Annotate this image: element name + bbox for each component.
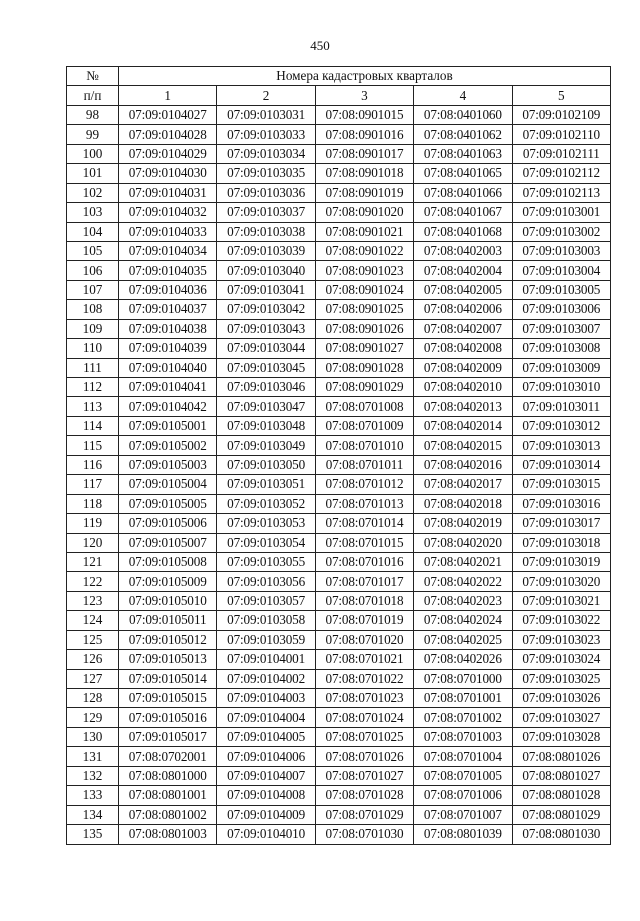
- table-row: [67, 766, 611, 785]
- cadastral-number-cell: 07:09:0105017: [119, 727, 217, 746]
- table-row: [67, 708, 611, 727]
- cadastral-number-cell: 07:08:0701011: [315, 455, 413, 474]
- table-row: [67, 280, 611, 299]
- cadastral-number-cell: 07:08:0801003: [119, 825, 217, 844]
- row-number-cell: 98: [67, 105, 119, 124]
- row-number-cell: 99: [67, 125, 119, 144]
- cadastral-number-cell: 07:09:0103016: [512, 494, 610, 513]
- table-row: [67, 203, 611, 222]
- table-row: [67, 611, 611, 630]
- header-row-top: [67, 67, 611, 86]
- cadastral-number-cell: 07:08:0901028: [315, 358, 413, 377]
- cadastral-number-cell: 07:09:0103058: [217, 611, 315, 630]
- row-number-cell: 116: [67, 455, 119, 474]
- cadastral-number-cell: 07:09:0105005: [119, 494, 217, 513]
- cadastral-number-cell: 07:08:0401067: [414, 203, 512, 222]
- cadastral-number-cell: 07:09:0103033: [217, 125, 315, 144]
- cadastral-number-cell: 07:09:0104040: [119, 358, 217, 377]
- row-number-cell: 106: [67, 261, 119, 280]
- cadastral-number-cell: 07:08:0401060: [414, 105, 512, 124]
- cadastral-number-cell: 07:09:0103046: [217, 378, 315, 397]
- table-row: [67, 378, 611, 397]
- cadastral-number-cell: 07:08:0402023: [414, 591, 512, 610]
- cadastral-number-cell: 07:08:0801028: [512, 786, 610, 805]
- table-row: [67, 475, 611, 494]
- cadastral-number-cell: 07:09:0103006: [512, 300, 610, 319]
- cadastral-number-cell: 07:08:0901025: [315, 300, 413, 319]
- row-number-cell: 132: [67, 766, 119, 785]
- cadastral-number-cell: 07:08:0801026: [512, 747, 610, 766]
- table-row: [67, 825, 611, 844]
- cadastral-number-cell: 07:08:0801001: [119, 786, 217, 805]
- cadastral-number-cell: 07:08:0701019: [315, 611, 413, 630]
- cadastral-number-cell: 07:08:0901019: [315, 183, 413, 202]
- cadastral-number-cell: 07:08:0701014: [315, 514, 413, 533]
- cadastral-number-cell: 07:09:0105001: [119, 416, 217, 435]
- cadastral-number-cell: 07:08:0701004: [414, 747, 512, 766]
- table-row: [67, 416, 611, 435]
- cadastral-number-cell: 07:09:0104031: [119, 183, 217, 202]
- cadastral-number-cell: 07:09:0104042: [119, 397, 217, 416]
- cadastral-number-cell: 07:09:0105012: [119, 630, 217, 649]
- table-row: [67, 786, 611, 805]
- cadastral-number-cell: 07:08:0801002: [119, 805, 217, 824]
- cadastral-number-cell: 07:09:0104002: [217, 669, 315, 688]
- cadastral-number-cell: 07:08:0701018: [315, 591, 413, 610]
- cadastral-number-cell: 07:08:0701021: [315, 650, 413, 669]
- cadastral-number-cell: 07:09:0102110: [512, 125, 610, 144]
- cadastral-number-cell: 07:09:0103009: [512, 358, 610, 377]
- cadastral-number-cell: 07:08:0401065: [414, 164, 512, 183]
- cadastral-number-cell: 07:08:0402005: [414, 280, 512, 299]
- cadastral-number-cell: 07:09:0103040: [217, 261, 315, 280]
- cadastral-number-cell: 07:08:0901029: [315, 378, 413, 397]
- cadastral-number-cell: 07:09:0103020: [512, 572, 610, 591]
- cadastral-number-cell: 07:09:0103019: [512, 552, 610, 571]
- cadastral-number-cell: 07:09:0105011: [119, 611, 217, 630]
- cadastral-number-cell: 07:09:0103015: [512, 475, 610, 494]
- cadastral-number-cell: 07:09:0105004: [119, 475, 217, 494]
- cadastral-number-cell: 07:09:0105014: [119, 669, 217, 688]
- cadastral-number-cell: 07:08:0701012: [315, 475, 413, 494]
- cadastral-number-cell: 07:09:0104034: [119, 241, 217, 260]
- row-number-cell: 102: [67, 183, 119, 202]
- table-row: [67, 533, 611, 552]
- row-number-cell: 114: [67, 416, 119, 435]
- cadastral-number-cell: 07:09:0104039: [119, 339, 217, 358]
- row-number-cell: 122: [67, 572, 119, 591]
- cadastral-number-cell: 07:09:0103024: [512, 650, 610, 669]
- cadastral-number-cell: 07:08:0701030: [315, 825, 413, 844]
- table-row: [67, 650, 611, 669]
- table-header: [67, 67, 611, 106]
- row-number-cell: 101: [67, 164, 119, 183]
- cadastral-number-cell: 07:09:0105013: [119, 650, 217, 669]
- cadastral-number-cell: 07:08:0701022: [315, 669, 413, 688]
- row-number-cell: 118: [67, 494, 119, 513]
- table-row: [67, 591, 611, 610]
- row-number-cell: 105: [67, 241, 119, 260]
- row-number-cell: 112: [67, 378, 119, 397]
- cadastral-number-cell: 07:09:0103050: [217, 455, 315, 474]
- row-number-cell: 127: [67, 669, 119, 688]
- cadastral-number-cell: 07:09:0105015: [119, 689, 217, 708]
- table-row: [67, 436, 611, 455]
- row-number-cell: 117: [67, 475, 119, 494]
- cadastral-number-cell: 07:08:0701024: [315, 708, 413, 727]
- cadastral-number-cell: 07:09:0103047: [217, 397, 315, 416]
- cadastral-number-cell: 07:09:0103041: [217, 280, 315, 299]
- row-number-cell: 103: [67, 203, 119, 222]
- cadastral-number-cell: 07:09:0103025: [512, 669, 610, 688]
- cadastral-number-cell: 07:08:0901015: [315, 105, 413, 124]
- cadastral-number-cell: 07:09:0103054: [217, 533, 315, 552]
- row-number-cell: 107: [67, 280, 119, 299]
- cadastral-number-cell: 07:09:0103059: [217, 630, 315, 649]
- cadastral-number-cell: 07:08:0701006: [414, 786, 512, 805]
- cadastral-number-cell: 07:08:0402007: [414, 319, 512, 338]
- row-number-cell: 123: [67, 591, 119, 610]
- row-number-cell: 104: [67, 222, 119, 241]
- cadastral-number-cell: 07:09:0103053: [217, 514, 315, 533]
- cadastral-number-cell: 07:08:0901018: [315, 164, 413, 183]
- table-row: [67, 455, 611, 474]
- cadastral-number-cell: 07:08:0402019: [414, 514, 512, 533]
- cadastral-number-cell: 07:08:0402020: [414, 533, 512, 552]
- cadastral-number-cell: 07:09:0103057: [217, 591, 315, 610]
- cadastral-number-cell: 07:09:0103013: [512, 436, 610, 455]
- cadastral-number-cell: 07:09:0105002: [119, 436, 217, 455]
- cadastral-number-cell: 07:09:0103026: [512, 689, 610, 708]
- cadastral-number-cell: 07:08:0402021: [414, 552, 512, 571]
- cadastral-number-cell: 07:09:0104004: [217, 708, 315, 727]
- cadastral-number-cell: 07:09:0104028: [119, 125, 217, 144]
- cadastral-number-cell: 07:08:0402022: [414, 572, 512, 591]
- cadastral-number-cell: 07:09:0104001: [217, 650, 315, 669]
- cadastral-number-cell: 07:09:0104041: [119, 378, 217, 397]
- cadastral-number-cell: 07:09:0103023: [512, 630, 610, 649]
- cadastral-number-cell: 07:09:0103031: [217, 105, 315, 124]
- cadastral-number-cell: 07:09:0103001: [512, 203, 610, 222]
- cadastral-number-cell: 07:09:0103012: [512, 416, 610, 435]
- cadastral-number-cell: 07:09:0105007: [119, 533, 217, 552]
- cadastral-number-cell: 07:08:0901024: [315, 280, 413, 299]
- cadastral-number-cell: 07:08:0701026: [315, 747, 413, 766]
- header-column-4: 4: [414, 86, 512, 105]
- cadastral-number-cell: 07:08:0901027: [315, 339, 413, 358]
- cadastral-number-cell: 07:09:0104038: [119, 319, 217, 338]
- cadastral-number-cell: 07:09:0104003: [217, 689, 315, 708]
- cadastral-number-cell: 07:08:0402024: [414, 611, 512, 630]
- cadastral-number-cell: 07:08:0402003: [414, 241, 512, 260]
- table-row: [67, 339, 611, 358]
- cadastral-number-cell: 07:08:0701010: [315, 436, 413, 455]
- row-number-cell: 120: [67, 533, 119, 552]
- cadastral-number-cell: 07:09:0103052: [217, 494, 315, 513]
- row-number-cell: 130: [67, 727, 119, 746]
- cadastral-number-cell: 07:09:0103035: [217, 164, 315, 183]
- cadastral-number-cell: 07:09:0103014: [512, 455, 610, 474]
- cadastral-number-cell: 07:09:0103034: [217, 144, 315, 163]
- cadastral-number-cell: 07:09:0104006: [217, 747, 315, 766]
- cadastral-number-cell: 07:09:0104010: [217, 825, 315, 844]
- cadastral-number-cell: 07:08:0701027: [315, 766, 413, 785]
- cadastral-number-cell: 07:08:0801030: [512, 825, 610, 844]
- cadastral-number-cell: 07:09:0104032: [119, 203, 217, 222]
- cadastral-number-cell: 07:09:0103003: [512, 241, 610, 260]
- cadastral-number-cell: 07:09:0103027: [512, 708, 610, 727]
- table-row: [67, 630, 611, 649]
- cadastral-number-cell: 07:09:0103048: [217, 416, 315, 435]
- cadastral-number-cell: 07:09:0105009: [119, 572, 217, 591]
- header-row-columns: [67, 86, 611, 105]
- cadastral-number-cell: 07:08:0401068: [414, 222, 512, 241]
- cadastral-number-cell: 07:08:0701005: [414, 766, 512, 785]
- cadastral-number-cell: 07:09:0105003: [119, 455, 217, 474]
- cadastral-number-cell: 07:09:0104009: [217, 805, 315, 824]
- row-number-cell: 109: [67, 319, 119, 338]
- cadastral-number-cell: 07:08:0701015: [315, 533, 413, 552]
- cadastral-number-cell: 07:09:0103051: [217, 475, 315, 494]
- cadastral-number-cell: 07:08:0801029: [512, 805, 610, 824]
- row-number-cell: 133: [67, 786, 119, 805]
- table-row: [67, 805, 611, 824]
- cadastral-number-cell: 07:09:0104005: [217, 727, 315, 746]
- table-row: [67, 397, 611, 416]
- cadastral-number-cell: 07:08:0702001: [119, 747, 217, 766]
- page-number: 450: [310, 38, 330, 53]
- cadastral-number-cell: 07:08:0701029: [315, 805, 413, 824]
- header-column-5: 5: [512, 86, 610, 105]
- cadastral-number-cell: 07:09:0103008: [512, 339, 610, 358]
- table-body: [67, 105, 611, 844]
- cadastral-number-cell: 07:08:0402014: [414, 416, 512, 435]
- cadastral-number-cell: 07:08:0901021: [315, 222, 413, 241]
- cadastral-number-cell: 07:09:0105016: [119, 708, 217, 727]
- cadastral-number-cell: 07:09:0104027: [119, 105, 217, 124]
- table-row: [67, 319, 611, 338]
- cadastral-number-cell: 07:09:0105006: [119, 514, 217, 533]
- cadastral-number-cell: 07:08:0402010: [414, 378, 512, 397]
- row-number-cell: 111: [67, 358, 119, 377]
- cadastral-number-cell: 07:09:0104008: [217, 786, 315, 805]
- cadastral-quarters-table: [66, 66, 611, 845]
- row-number-cell: 115: [67, 436, 119, 455]
- cadastral-number-cell: 07:09:0103056: [217, 572, 315, 591]
- table-row: [67, 222, 611, 241]
- cadastral-number-cell: 07:08:0402025: [414, 630, 512, 649]
- cadastral-number-cell: 07:09:0103011: [512, 397, 610, 416]
- table-row: [67, 105, 611, 124]
- cadastral-number-cell: 07:08:0701017: [315, 572, 413, 591]
- cadastral-number-cell: 07:09:0103036: [217, 183, 315, 202]
- row-number-cell: 128: [67, 689, 119, 708]
- cadastral-number-cell: 07:08:0402018: [414, 494, 512, 513]
- row-number-cell: 131: [67, 747, 119, 766]
- cadastral-number-cell: 07:08:0401063: [414, 144, 512, 163]
- cadastral-number-cell: 07:08:0701016: [315, 552, 413, 571]
- row-number-cell: 126: [67, 650, 119, 669]
- cadastral-number-cell: 07:08:0701008: [315, 397, 413, 416]
- table-row: [67, 669, 611, 688]
- row-number-cell: 129: [67, 708, 119, 727]
- row-number-cell: 124: [67, 611, 119, 630]
- header-column-1: 1: [119, 86, 217, 105]
- row-number-cell: 119: [67, 514, 119, 533]
- cadastral-number-cell: 07:09:0105008: [119, 552, 217, 571]
- cadastral-number-cell: 07:09:0103007: [512, 319, 610, 338]
- cadastral-number-cell: 07:09:0104033: [119, 222, 217, 241]
- header-group-title: Номера кадастровых кварталов: [119, 67, 611, 86]
- cadastral-number-cell: 07:08:0401062: [414, 125, 512, 144]
- cadastral-number-cell: 07:08:0402016: [414, 455, 512, 474]
- row-number-cell: 100: [67, 144, 119, 163]
- cadastral-number-cell: 07:09:0103028: [512, 727, 610, 746]
- cadastral-number-cell: 07:09:0102113: [512, 183, 610, 202]
- cadastral-number-cell: 07:09:0103043: [217, 319, 315, 338]
- cadastral-number-cell: 07:08:0402015: [414, 436, 512, 455]
- header-column-2: 2: [217, 86, 315, 105]
- table-row: [67, 572, 611, 591]
- cadastral-number-cell: 07:08:0701009: [315, 416, 413, 435]
- table-row: [67, 183, 611, 202]
- row-number-cell: 113: [67, 397, 119, 416]
- cadastral-number-cell: 07:09:0104037: [119, 300, 217, 319]
- cadastral-number-cell: 07:08:0701013: [315, 494, 413, 513]
- cadastral-number-cell: 07:08:0901022: [315, 241, 413, 260]
- header-column-3: 3: [315, 86, 413, 105]
- cadastral-number-cell: 07:08:0901016: [315, 125, 413, 144]
- cadastral-number-cell: 07:09:0103039: [217, 241, 315, 260]
- cadastral-number-cell: 07:09:0105010: [119, 591, 217, 610]
- cadastral-number-cell: 07:09:0104036: [119, 280, 217, 299]
- cadastral-number-cell: 07:08:0701000: [414, 669, 512, 688]
- cadastral-number-cell: 07:08:0701001: [414, 689, 512, 708]
- cadastral-number-cell: 07:08:0701023: [315, 689, 413, 708]
- cadastral-number-cell: 07:08:0402009: [414, 358, 512, 377]
- row-number-cell: 135: [67, 825, 119, 844]
- cadastral-number-cell: 07:08:0402004: [414, 261, 512, 280]
- table-row: [67, 241, 611, 260]
- cadastral-number-cell: 07:09:0103044: [217, 339, 315, 358]
- cadastral-number-cell: 07:09:0103042: [217, 300, 315, 319]
- cadastral-number-cell: 07:08:0402008: [414, 339, 512, 358]
- table-row: [67, 261, 611, 280]
- cadastral-number-cell: 07:09:0102112: [512, 164, 610, 183]
- cadastral-number-cell: 07:09:0104029: [119, 144, 217, 163]
- table-row: [67, 494, 611, 513]
- cadastral-number-cell: 07:09:0103018: [512, 533, 610, 552]
- cadastral-number-cell: 07:08:0401066: [414, 183, 512, 202]
- cadastral-number-cell: 07:09:0102111: [512, 144, 610, 163]
- cadastral-number-cell: 07:08:0801027: [512, 766, 610, 785]
- table-row: [67, 144, 611, 163]
- cadastral-number-cell: 07:09:0103037: [217, 203, 315, 222]
- cadastral-number-cell: 07:08:0901026: [315, 319, 413, 338]
- cadastral-number-cell: 07:09:0102109: [512, 105, 610, 124]
- cadastral-number-cell: 07:09:0104030: [119, 164, 217, 183]
- table-row: [67, 689, 611, 708]
- table-row: [67, 164, 611, 183]
- table-row: [67, 727, 611, 746]
- cadastral-number-cell: 07:08:0801000: [119, 766, 217, 785]
- row-number-cell: 108: [67, 300, 119, 319]
- cadastral-number-cell: 07:09:0103002: [512, 222, 610, 241]
- table-row: [67, 552, 611, 571]
- cadastral-number-cell: 07:09:0104035: [119, 261, 217, 280]
- table-row: [67, 514, 611, 533]
- cadastral-number-cell: 07:08:0901023: [315, 261, 413, 280]
- cadastral-number-cell: 07:08:0901020: [315, 203, 413, 222]
- row-number-cell: 125: [67, 630, 119, 649]
- row-number-cell: 134: [67, 805, 119, 824]
- cadastral-number-cell: 07:08:0701028: [315, 786, 413, 805]
- table-row: [67, 125, 611, 144]
- cadastral-number-cell: 07:09:0103004: [512, 261, 610, 280]
- table-row: [67, 300, 611, 319]
- cadastral-number-cell: 07:09:0103010: [512, 378, 610, 397]
- cadastral-number-cell: 07:08:0701002: [414, 708, 512, 727]
- cadastral-number-cell: 07:08:0402017: [414, 475, 512, 494]
- cadastral-number-cell: 07:09:0103049: [217, 436, 315, 455]
- cadastral-number-cell: 07:08:0701007: [414, 805, 512, 824]
- cadastral-number-cell: 07:09:0103021: [512, 591, 610, 610]
- cadastral-number-cell: 07:09:0103038: [217, 222, 315, 241]
- cadastral-number-cell: 07:08:0402006: [414, 300, 512, 319]
- table-row: [67, 358, 611, 377]
- cadastral-number-cell: 07:09:0103005: [512, 280, 610, 299]
- cadastral-number-cell: 07:09:0103022: [512, 611, 610, 630]
- cadastral-number-cell: 07:09:0104007: [217, 766, 315, 785]
- cadastral-number-cell: 07:09:0103017: [512, 514, 610, 533]
- row-number-cell: 121: [67, 552, 119, 571]
- table-row: [67, 747, 611, 766]
- cadastral-number-cell: 07:08:0701025: [315, 727, 413, 746]
- cadastral-number-cell: 07:08:0402026: [414, 650, 512, 669]
- header-num-label: №: [67, 67, 119, 86]
- cadastral-number-cell: 07:08:0701020: [315, 630, 413, 649]
- cadastral-number-cell: 07:09:0103045: [217, 358, 315, 377]
- row-number-cell: 110: [67, 339, 119, 358]
- cadastral-number-cell: 07:09:0103055: [217, 552, 315, 571]
- header-num-sub-label: п/п: [67, 86, 119, 105]
- cadastral-number-cell: 07:08:0701003: [414, 727, 512, 746]
- cadastral-number-cell: 07:08:0901017: [315, 144, 413, 163]
- cadastral-number-cell: 07:08:0801039: [414, 825, 512, 844]
- cadastral-number-cell: 07:08:0402013: [414, 397, 512, 416]
